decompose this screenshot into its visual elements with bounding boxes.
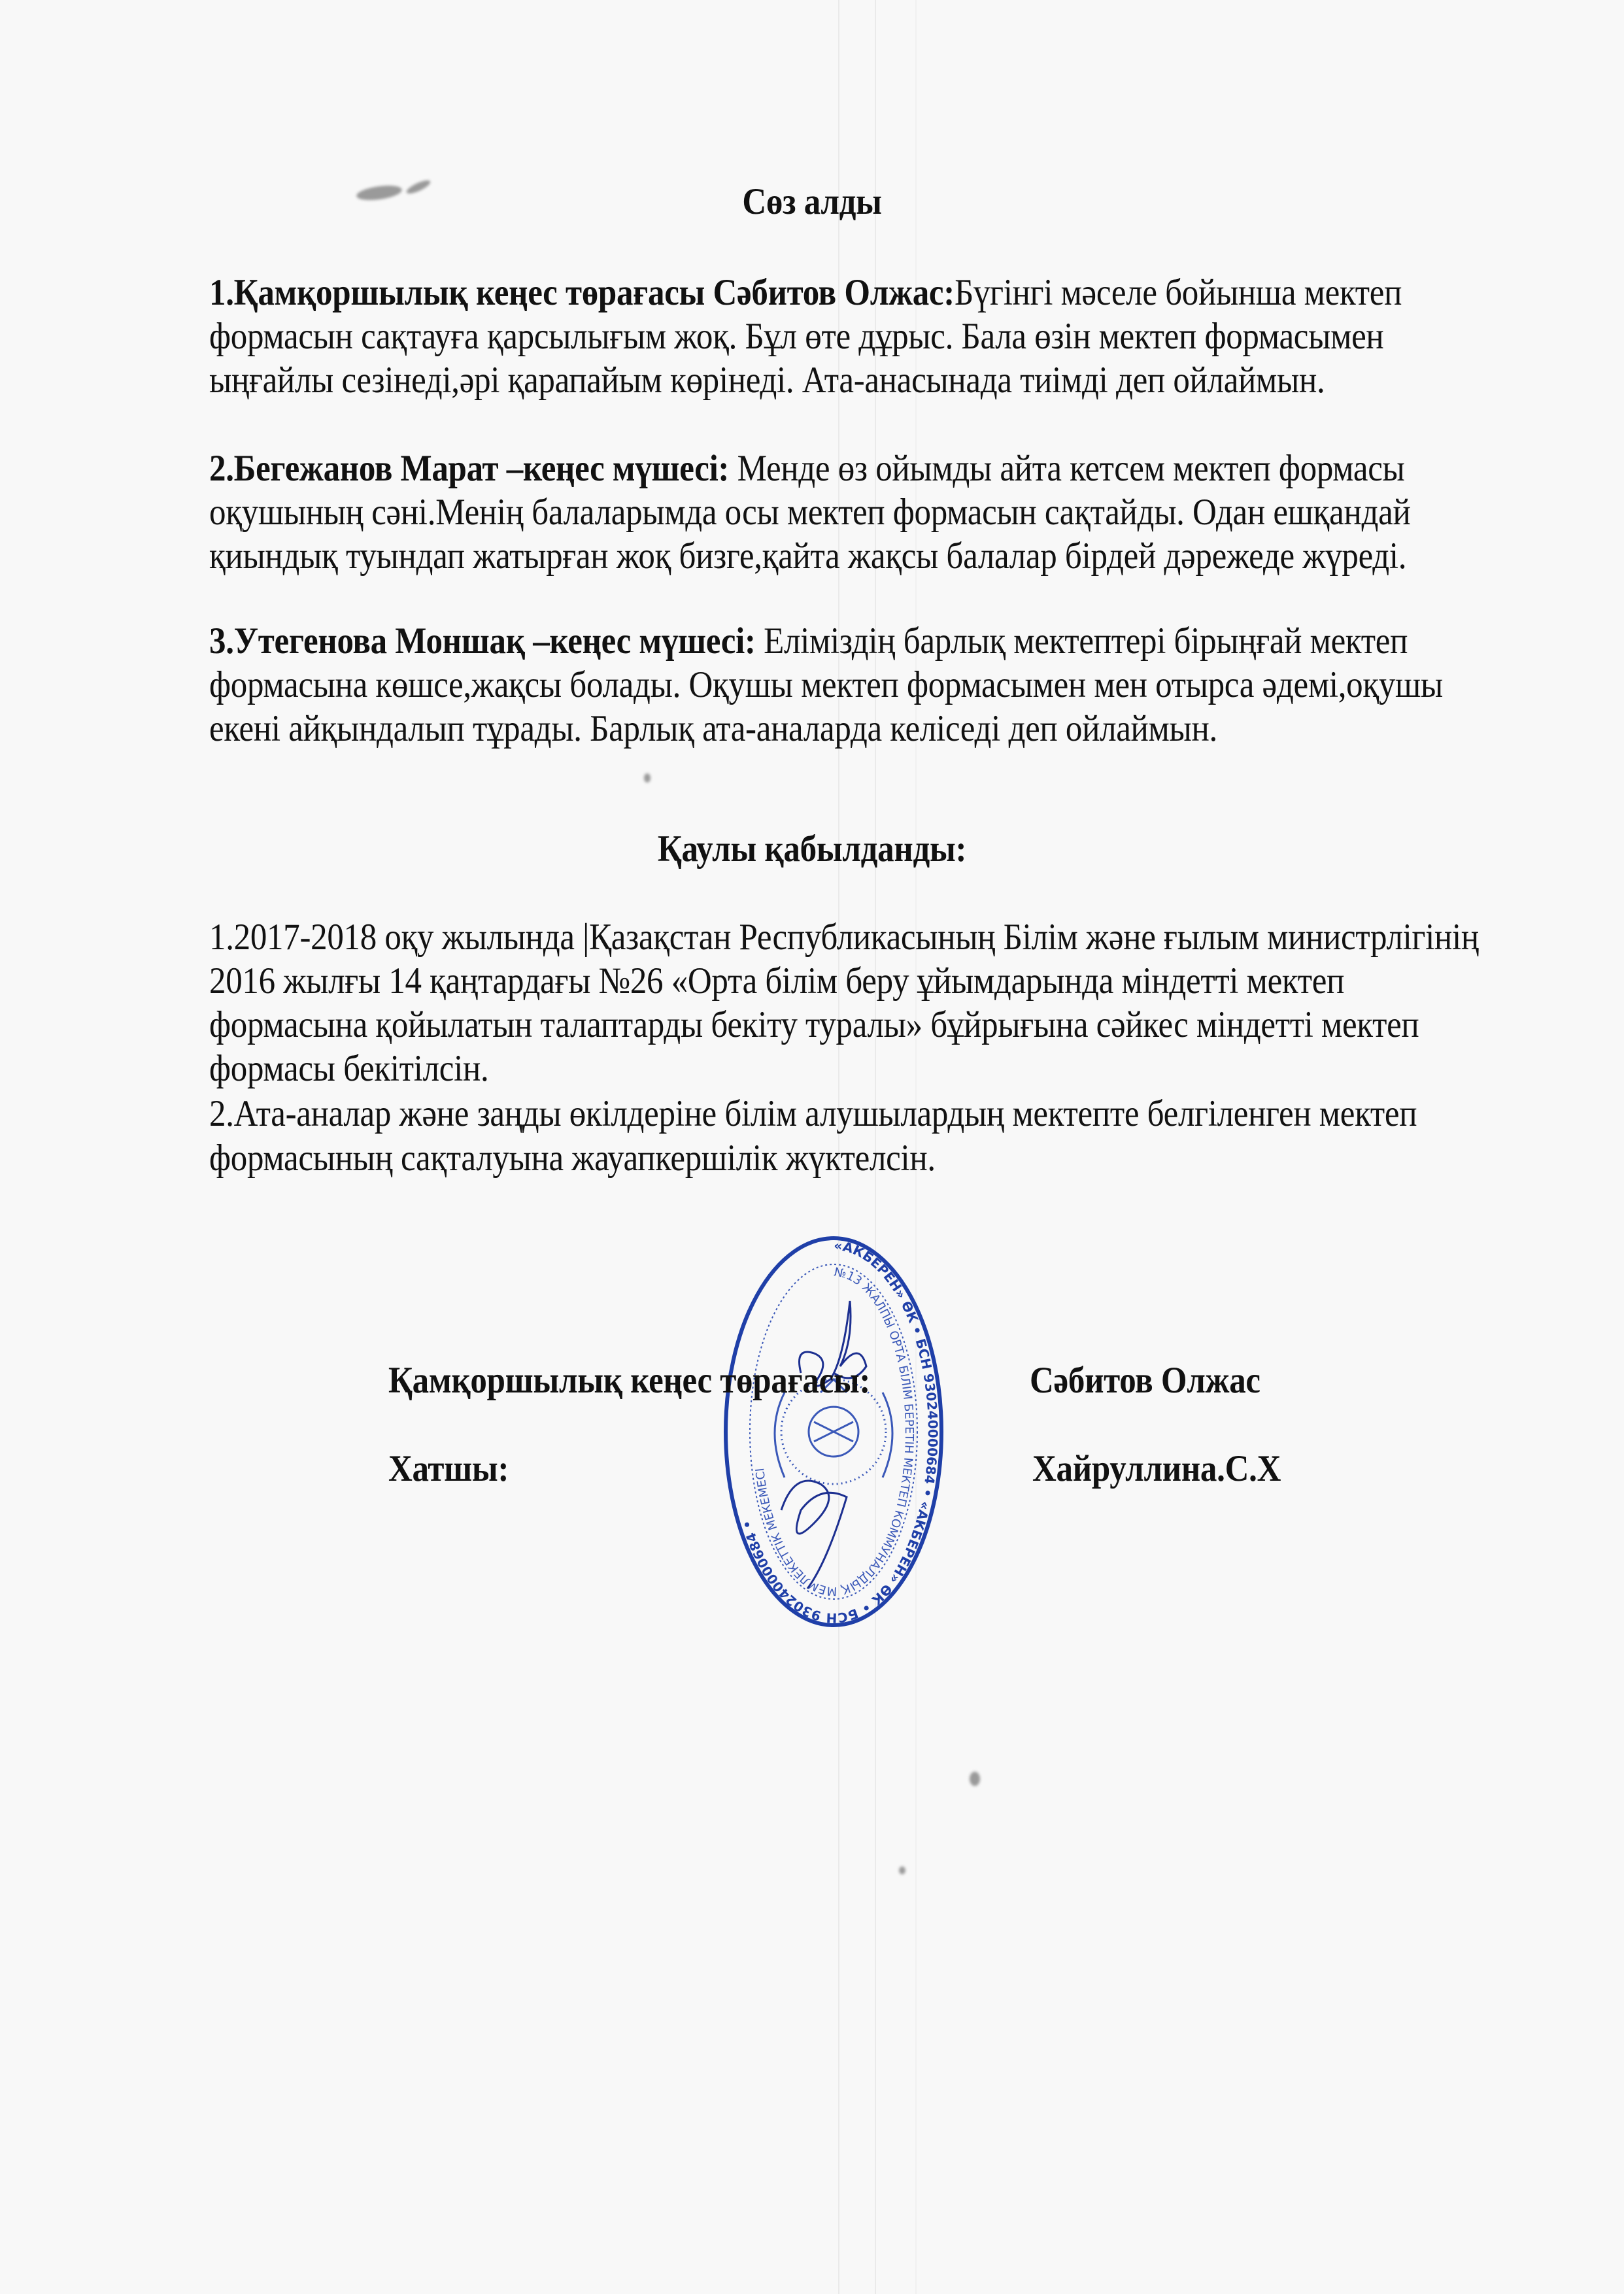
speech-text: екені айқындалып тұрады. Барлық ата-аналарда келіседі деп ойлаймын.: [209, 708, 1217, 750]
official-seal-stamp: [722, 1236, 945, 1628]
speaker-name: 1.Қамқоршылық кеңес төрағасы Сәбитов Олжас:: [209, 272, 955, 314]
speech-line: [209, 705, 1217, 753]
resolution-line: формасы бекітілсін.: [209, 1048, 489, 1090]
speech-line: [209, 445, 1405, 493]
seal-outer-text: «АКБЕРЕН» ӨК • БСН 930240000684 • «АКБЕРЕН» ӨК • БСН 930240000684 •: [738, 1237, 941, 1627]
speaker-name: 3.Утегенова Моншақ –кеңес мүшесі:: [209, 620, 756, 662]
secretary-label: Хатшы:: [388, 1448, 509, 1490]
scan-speck: [644, 773, 651, 783]
scan-speck: [899, 1866, 905, 1874]
speech-line: [209, 617, 1408, 666]
speech-text: формасына көшсе,жақсы болады. Оқушы мектеп формасымен мен отырса әдемі,оқушы: [209, 664, 1443, 706]
speech-text: қиындық туындап жатырған жоқ бизге,қайта жақсы балалар бірдей дәрежеде жүреді.: [209, 535, 1407, 577]
resolution-line: формасының сақталуына жауапкершілік жүктелсін.: [209, 1138, 936, 1179]
secretary-name: Хайруллина.С.Х: [1032, 1448, 1281, 1490]
speech-line: [209, 356, 1325, 405]
speech-line: [209, 488, 1410, 537]
speech-text: Еліміздің барлық мектептері бірыңғай мектеп: [755, 620, 1408, 662]
resolution-line: формасына қойылатын талаптарды бекіту туралы» бұйрығына сәйкес міндетті мектеп: [209, 1004, 1419, 1046]
scan-speck: [970, 1772, 980, 1786]
speech-text: формасын сақтауға қарсылығым жоқ. Бұл өте дұрыс. Бала өзін мектеп формасымен: [209, 316, 1384, 358]
speech-line: [209, 312, 1383, 361]
resolution-title: Қаулы қабылданды:: [657, 828, 967, 870]
speech-line: [209, 532, 1406, 581]
speech-text: Бүгінгі мәселе бойынша мектеп: [954, 272, 1402, 314]
speaker-name: 2.Бегежанов Марат –кеңес мүшесі:: [209, 448, 730, 490]
speech-text: Менде өз ойымды айта кетсем мектеп формасы: [729, 448, 1405, 490]
speech-text: ыңғайлы сезінеді,әрі қарапайым көрінеді. Ата-анасынада тиімді деп ойлаймын.: [209, 360, 1325, 401]
speech-text: оқушының сәні.Менің балаларымда осы мектеп формасын сақтайды. Одан ешқандай: [209, 492, 1411, 533]
resolution-line: 2016 жылғы 14 қаңтардағы №26 «Орта білім беру ұйымдарында міндетті мектеп: [209, 960, 1345, 1002]
resolution-line: 1.2017-2018 оқу жылында |Қазақстан Республикасының Білім және ғылым министрлігінің: [209, 917, 1479, 958]
chair-name: Сәбитов Олжас: [1030, 1360, 1260, 1402]
resolution-line: 2.Ата-аналар және заңды өкілдеріне білім алушылардың мектепте белгіленген мектеп: [209, 1093, 1417, 1135]
section-title: Сөз алды: [742, 181, 882, 223]
signature-scribble: [781, 1301, 866, 1589]
speech-line: [209, 661, 1443, 709]
chair-label: Қамқоршылық кеңес төрағасы:: [388, 1360, 871, 1402]
speech-line: [209, 269, 1402, 317]
seal-inner-text: №13 ЖАЛПЫ ОРТА БІЛІМ БЕРЕТІН МЕКТЕП КОММУНАЛДЫҚ МЕМЛЕКЕТТІК МЕКЕМЕСІ: [753, 1265, 916, 1598]
